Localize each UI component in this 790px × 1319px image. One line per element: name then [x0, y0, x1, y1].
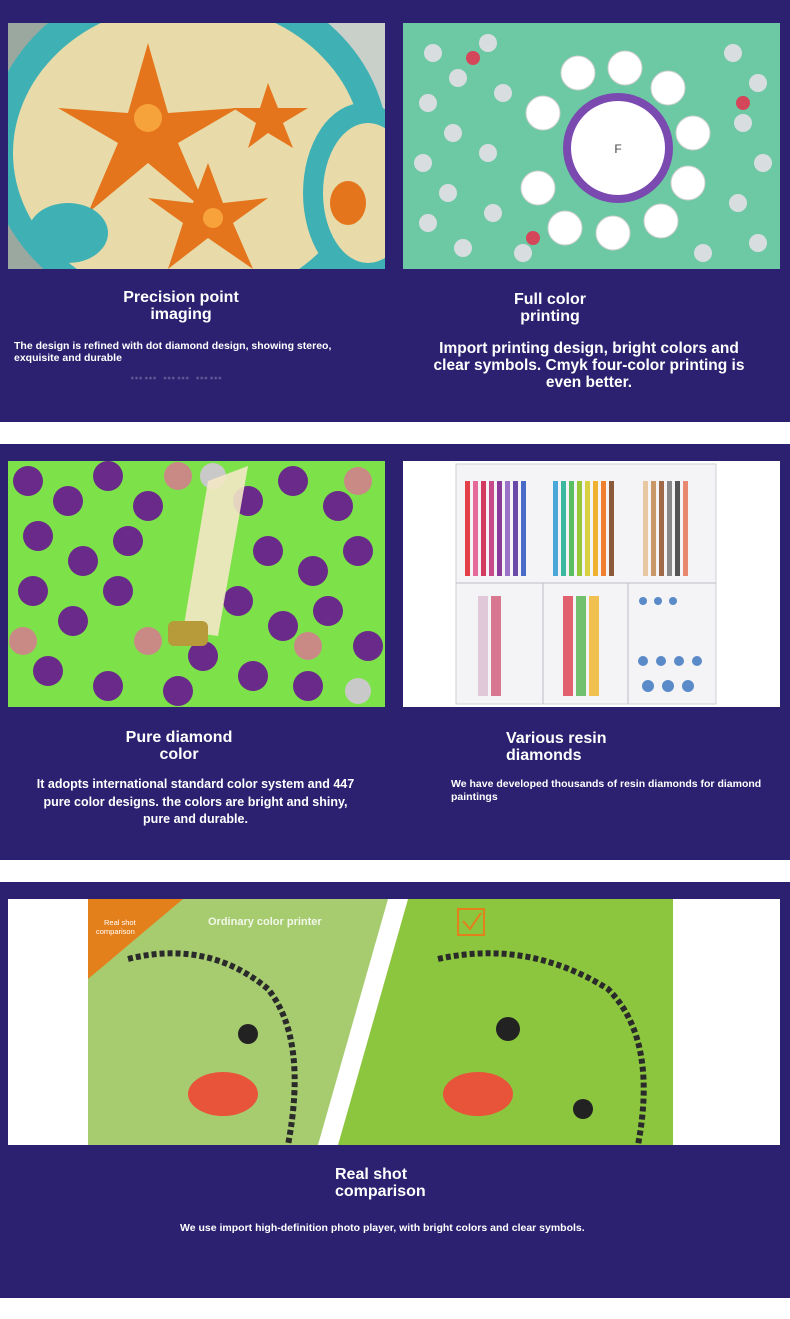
title-pure-diamond: Pure diamond color — [125, 729, 233, 763]
desc-pure-diamond: It adopts international standard color system and 447 pure color designs. the colors are bright and shiny, pure and durable. — [36, 777, 355, 826]
color-chart-image — [403, 461, 780, 707]
desc-resin-diamonds: We have developed thousands of resin diamonds for diamond paintings — [451, 778, 762, 803]
title-precision-point: Precision point imaging — [123, 289, 239, 323]
title-full-color: Full color printing — [514, 291, 586, 325]
desc-full-color: Import printing design, bright colors and clear symbols. Cmyk four-color printing is even better. — [433, 340, 745, 391]
feature-panel-1 — [0, 0, 790, 422]
ordinary-printer-label: Ordinary color printer — [208, 916, 322, 928]
title-real-shot: Real shot comparison — [335, 1166, 426, 1200]
comparison-image — [8, 899, 780, 1145]
symbol-center-label: F — [614, 142, 622, 156]
purple-diamonds-image — [8, 461, 385, 707]
title-resin-diamonds: Various resin diamonds — [506, 730, 607, 764]
starfish-image — [8, 23, 385, 269]
faded-caption: …… …… …… — [130, 367, 224, 382]
symbol-canvas-image — [403, 23, 780, 269]
comparison-badge: Real shot comparison — [96, 918, 136, 936]
feature-panel-2 — [0, 444, 790, 860]
feature-panel-3 — [0, 882, 790, 1298]
desc-precision-point: The design is refined with dot diamond design, showing stereo, exquisite and durable — [14, 340, 332, 364]
desc-real-shot: We use import high-definition photo player, with bright colors and clear symbols. — [180, 1222, 585, 1234]
